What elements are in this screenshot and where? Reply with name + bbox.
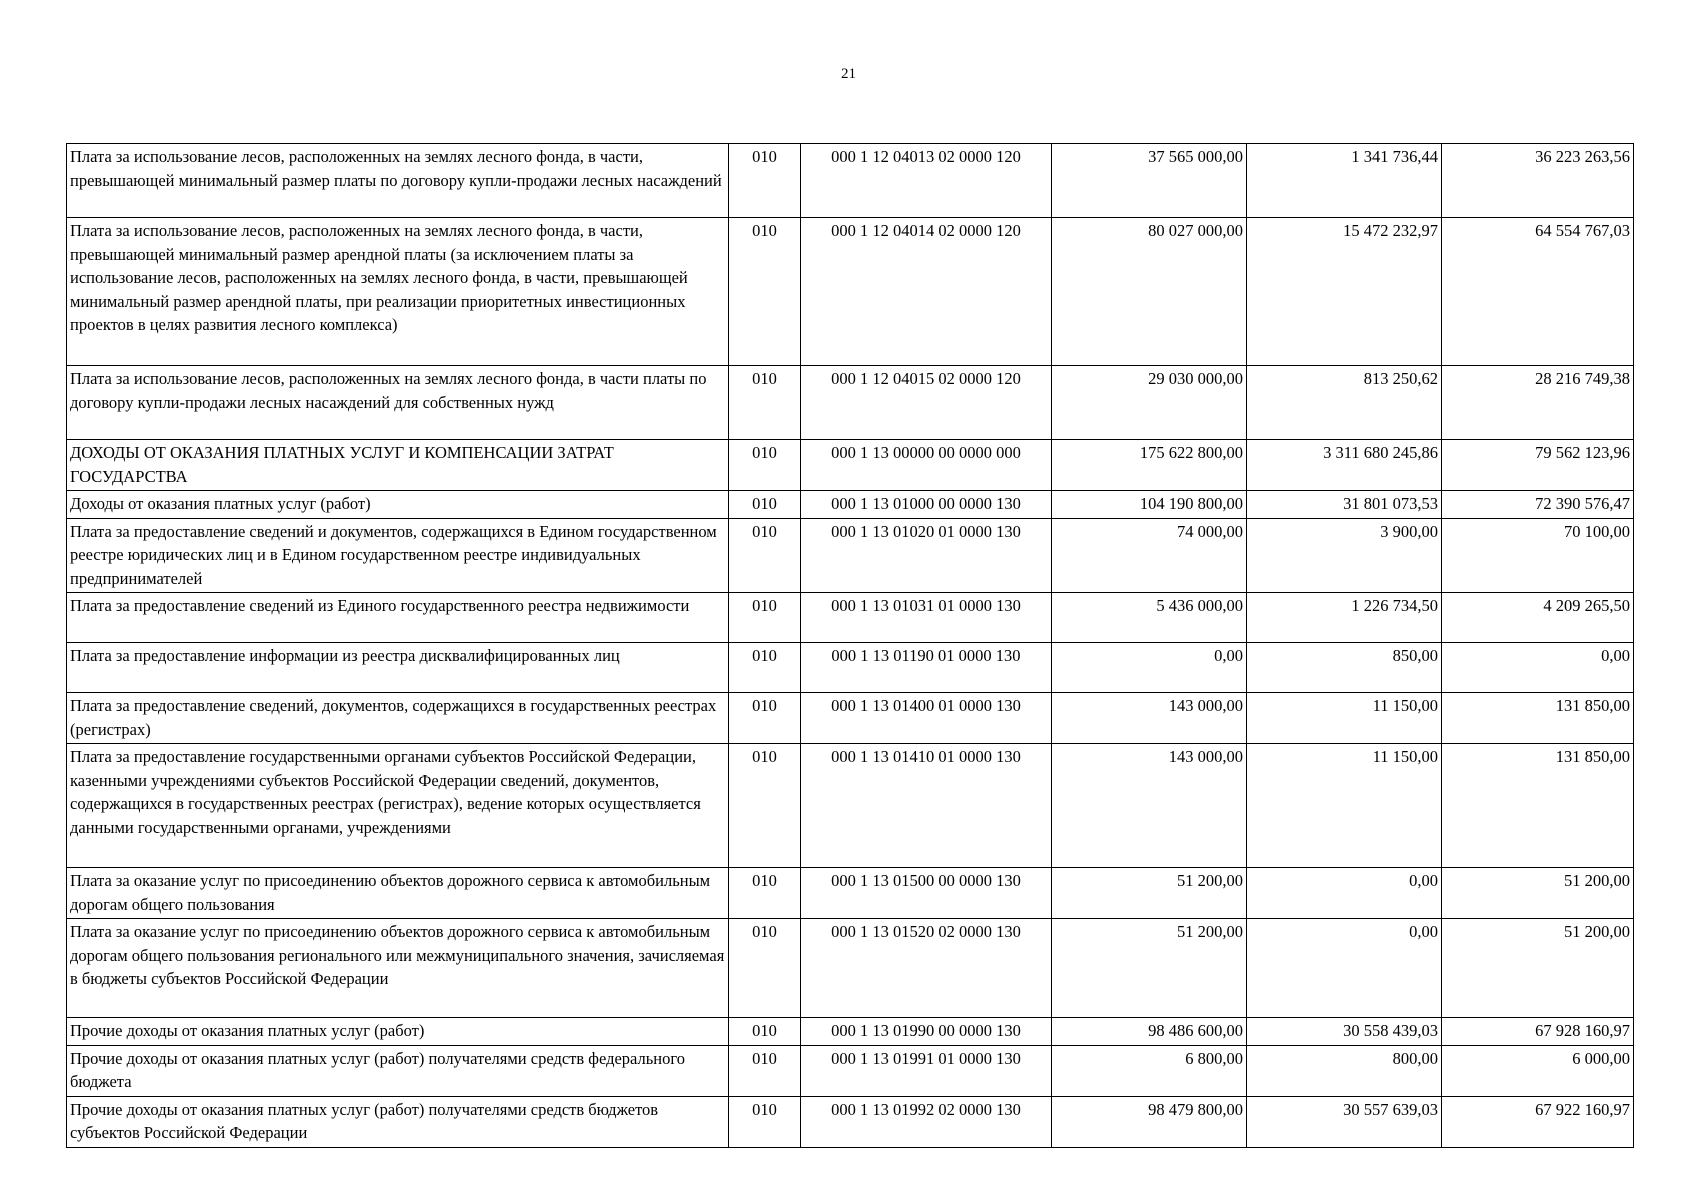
- row-budget-code: 000 1 13 01500 00 0000 130: [801, 868, 1052, 919]
- row-name: Плата за предоставление сведений и документов, содержащихся в Едином государственном реестре юридических лиц и в Едином государственном реестре индивидуальных предпринимателей: [67, 518, 729, 593]
- row-line-code: 010: [729, 593, 801, 643]
- row-line-code: 010: [729, 693, 801, 744]
- row-approved: 143 000,00: [1052, 693, 1247, 744]
- row-approved: 143 000,00: [1052, 744, 1247, 868]
- row-executed: 15 472 232,97: [1247, 218, 1442, 366]
- table-row: [67, 643, 1634, 693]
- row-name: Плата за предоставление информации из реестра дисквалифицированных лиц: [67, 643, 729, 693]
- row-executed: 1 341 736,44: [1247, 144, 1442, 218]
- row-approved: 0,00: [1052, 643, 1247, 693]
- row-name: Прочие доходы от оказания платных услуг (работ): [67, 1018, 729, 1046]
- row-name: ДОХОДЫ ОТ ОКАЗАНИЯ ПЛАТНЫХ УСЛУГ И КОМПЕНСАЦИИ ЗАТРАТ ГОСУДАРСТВА: [67, 440, 729, 491]
- table-row: [67, 868, 1634, 919]
- row-line-code: 010: [729, 218, 801, 366]
- row-approved: 37 565 000,00: [1052, 144, 1247, 218]
- row-executed: 813 250,62: [1247, 366, 1442, 440]
- row-unexecuted: 51 200,00: [1442, 868, 1634, 919]
- row-approved: 51 200,00: [1052, 868, 1247, 919]
- row-executed: 0,00: [1247, 868, 1442, 919]
- row-approved: 5 436 000,00: [1052, 593, 1247, 643]
- row-unexecuted: 131 850,00: [1442, 693, 1634, 744]
- row-budget-code: 000 1 13 01031 01 0000 130: [801, 593, 1052, 643]
- row-name: Доходы от оказания платных услуг (работ): [67, 491, 729, 519]
- row-line-code: 010: [729, 144, 801, 218]
- table-row: [67, 1045, 1634, 1096]
- row-name: Плата за предоставление государственными органами субъектов Российской Федерации, казенными учреждениями субъектов Российской Федерации сведений, документов, содержащихся в государственных реестрах (регистрах), ведение которых осуществляется данными государственными органами, учреждениями: [67, 744, 729, 868]
- row-approved: 51 200,00: [1052, 919, 1247, 1018]
- row-unexecuted: 64 554 767,03: [1442, 218, 1634, 366]
- row-budget-code: 000 1 13 01000 00 0000 130: [801, 491, 1052, 519]
- row-executed: 11 150,00: [1247, 744, 1442, 868]
- row-approved: 6 800,00: [1052, 1045, 1247, 1096]
- row-executed: 3 311 680 245,86: [1247, 440, 1442, 491]
- row-unexecuted: 4 209 265,50: [1442, 593, 1634, 643]
- row-unexecuted: 0,00: [1442, 643, 1634, 693]
- row-line-code: 010: [729, 366, 801, 440]
- row-unexecuted: 67 928 160,97: [1442, 1018, 1634, 1046]
- table-row: [67, 218, 1634, 366]
- table-row: [67, 693, 1634, 744]
- row-approved: 98 486 600,00: [1052, 1018, 1247, 1046]
- row-executed: 30 558 439,03: [1247, 1018, 1442, 1046]
- row-unexecuted: 131 850,00: [1442, 744, 1634, 868]
- row-approved: 80 027 000,00: [1052, 218, 1247, 366]
- table-row: [67, 744, 1634, 868]
- row-unexecuted: 70 100,00: [1442, 518, 1634, 593]
- row-budget-code: 000 1 12 04015 02 0000 120: [801, 366, 1052, 440]
- row-budget-code: 000 1 12 04014 02 0000 120: [801, 218, 1052, 366]
- row-budget-code: 000 1 13 00000 00 0000 000: [801, 440, 1052, 491]
- row-budget-code: 000 1 13 01020 01 0000 130: [801, 518, 1052, 593]
- row-executed: 3 900,00: [1247, 518, 1442, 593]
- row-line-code: 010: [729, 440, 801, 491]
- row-name: Плата за оказание услуг по присоединению объектов дорожного сервиса к автомобильным дорогам общего пользования: [67, 868, 729, 919]
- row-executed: 30 557 639,03: [1247, 1096, 1442, 1147]
- row-name: Прочие доходы от оказания платных услуг (работ) получателями средств федерального бюджета: [67, 1045, 729, 1096]
- row-approved: 98 479 800,00: [1052, 1096, 1247, 1147]
- row-line-code: 010: [729, 919, 801, 1018]
- table-row: [67, 1018, 1634, 1046]
- row-unexecuted: 28 216 749,38: [1442, 366, 1634, 440]
- row-name: Прочие доходы от оказания платных услуг (работ) получателями средств бюджетов субъектов Российской Федерации: [67, 1096, 729, 1147]
- row-name: Плата за использование лесов, расположенных на землях лесного фонда, в части платы по договору купли-продажи лесных насаждений для собственных нужд: [67, 366, 729, 440]
- row-line-code: 010: [729, 518, 801, 593]
- row-line-code: 010: [729, 1045, 801, 1096]
- row-approved: 175 622 800,00: [1052, 440, 1247, 491]
- row-unexecuted: 79 562 123,96: [1442, 440, 1634, 491]
- row-name: Плата за предоставление сведений, документов, содержащихся в государственных реестрах (регистрах): [67, 693, 729, 744]
- table-row: [67, 440, 1634, 491]
- row-unexecuted: 51 200,00: [1442, 919, 1634, 1018]
- row-name: Плата за оказание услуг по присоединению объектов дорожного сервиса к автомобильным дорогам общего пользования регионального или межмуниципального значения, зачисляемая в бюджеты субъектов Российской Федерации: [67, 919, 729, 1018]
- table-row: [67, 919, 1634, 1018]
- row-budget-code: 000 1 13 01990 00 0000 130: [801, 1018, 1052, 1046]
- row-unexecuted: 36 223 263,56: [1442, 144, 1634, 218]
- row-budget-code: 000 1 13 01992 02 0000 130: [801, 1096, 1052, 1147]
- row-approved: 29 030 000,00: [1052, 366, 1247, 440]
- row-line-code: 010: [729, 868, 801, 919]
- row-line-code: 010: [729, 744, 801, 868]
- row-line-code: 010: [729, 1096, 801, 1147]
- row-executed: 31 801 073,53: [1247, 491, 1442, 519]
- row-executed: 11 150,00: [1247, 693, 1442, 744]
- row-approved: 74 000,00: [1052, 518, 1247, 593]
- table-row: [67, 144, 1634, 218]
- table-row: [67, 491, 1634, 519]
- row-executed: 800,00: [1247, 1045, 1442, 1096]
- row-unexecuted: 67 922 160,97: [1442, 1096, 1634, 1147]
- row-executed: 1 226 734,50: [1247, 593, 1442, 643]
- revenue-table: [66, 143, 1634, 1148]
- row-budget-code: 000 1 13 01400 01 0000 130: [801, 693, 1052, 744]
- table-row: [67, 518, 1634, 593]
- row-budget-code: 000 1 12 04013 02 0000 120: [801, 144, 1052, 218]
- row-line-code: 010: [729, 491, 801, 519]
- row-line-code: 010: [729, 1018, 801, 1046]
- row-unexecuted: 72 390 576,47: [1442, 491, 1634, 519]
- row-unexecuted: 6 000,00: [1442, 1045, 1634, 1096]
- row-budget-code: 000 1 13 01520 02 0000 130: [801, 919, 1052, 1018]
- row-name: Плата за предоставление сведений из Единого государственного реестра недвижимости: [67, 593, 729, 643]
- row-budget-code: 000 1 13 01410 01 0000 130: [801, 744, 1052, 868]
- table-row: [67, 593, 1634, 643]
- row-approved: 104 190 800,00: [1052, 491, 1247, 519]
- row-name: Плата за использование лесов, расположенных на землях лесного фонда, в части, превышающей минимальный размер платы по договору купли-продажи лесных насаждений: [67, 144, 729, 218]
- row-executed: 0,00: [1247, 919, 1442, 1018]
- row-name: Плата за использование лесов, расположенных на землях лесного фонда, в части, превышающей минимальный размер арендной платы (за исключением платы за использование лесов, расположенных на землях лесного фонда, в части, превышающей минимальный размер арендной платы, при реализации приоритетных инвестиционных проектов в целях развития лесного комплекса): [67, 218, 729, 366]
- row-budget-code: 000 1 13 01190 01 0000 130: [801, 643, 1052, 693]
- table-row: [67, 366, 1634, 440]
- row-line-code: 010: [729, 643, 801, 693]
- table-row: [67, 1096, 1634, 1147]
- row-budget-code: 000 1 13 01991 01 0000 130: [801, 1045, 1052, 1096]
- page-number: 21: [841, 66, 856, 82]
- row-executed: 850,00: [1247, 643, 1442, 693]
